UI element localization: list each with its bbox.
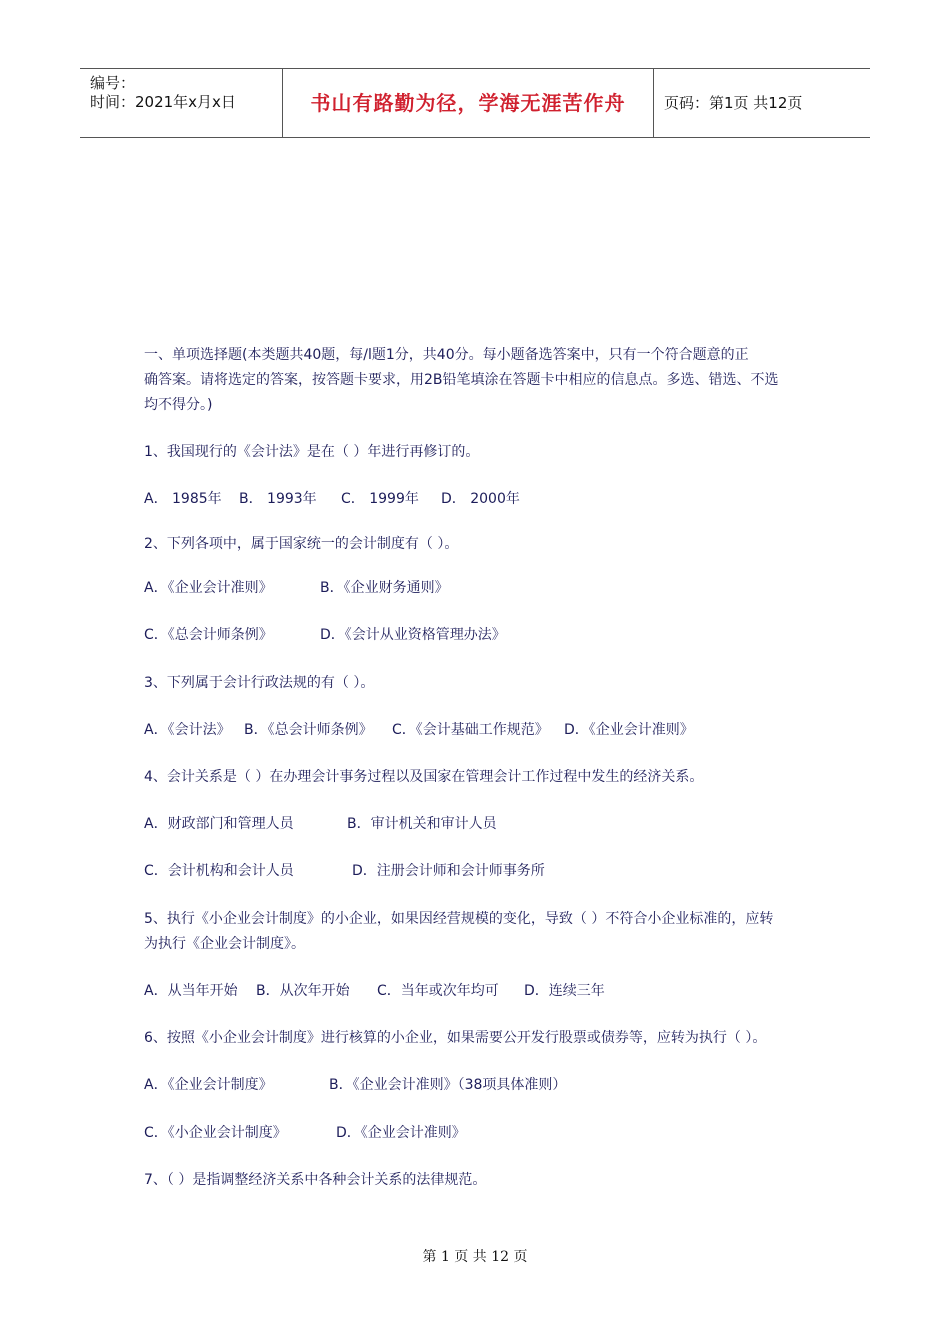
option: A．《企业会计准则》 bbox=[144, 580, 273, 596]
question-stem: 4、会计关系是（ ）在办理会计事务过程以及国家在管理会计工作过程中发生的经济关系。 bbox=[144, 769, 704, 785]
header-info-cell bbox=[80, 69, 283, 137]
option: C．《会计基础工作规范》 bbox=[392, 722, 549, 738]
section-intro-line: 确答案。请将选定的答案，按答题卡要求，用2B铅笔填涂在答题卡中相应的信息点。多选、错选、不选 bbox=[144, 372, 779, 388]
option-row bbox=[144, 812, 809, 837]
header-table bbox=[80, 68, 870, 138]
option: C． 1999年 bbox=[341, 491, 419, 507]
option: D．《企业会计准则》 bbox=[564, 722, 694, 738]
section-intro-line: 一、单项选择题(本类题共40题，每/l题1分，共40分。每小题备选答案中，只有一个符合题意的正 bbox=[144, 347, 749, 363]
option: A．从当年开始 bbox=[144, 983, 238, 999]
option: A． 1985年 bbox=[144, 491, 222, 507]
motto: 书山有路勤为径，学海无涯苦作舟 bbox=[310, 91, 626, 115]
option: B． 1993年 bbox=[239, 491, 317, 507]
question-stem: 6、按照《小企业会计制度》进行核算的小企业，如果需要公开发行股票或债券等，应转为执行（ ）。 bbox=[144, 1030, 767, 1046]
option: B．《企业会计准则》（38项具体准则） bbox=[329, 1077, 567, 1093]
option-row bbox=[144, 718, 809, 743]
option: A．《企业会计制度》 bbox=[144, 1077, 273, 1093]
section-intro-line: 均不得分。) bbox=[144, 397, 213, 413]
option-row bbox=[144, 1121, 809, 1146]
time-label: 时间：2021年x月x日 bbox=[90, 93, 236, 111]
option: D． 2000年 bbox=[441, 491, 520, 507]
option: B．审计机关和审计人员 bbox=[347, 816, 497, 832]
page-footer: 第 1 页 共 12 页 bbox=[422, 1249, 528, 1265]
header-motto-cell bbox=[283, 69, 654, 137]
question-stem: 3、下列属于会计行政法规的有（ ）。 bbox=[144, 675, 375, 691]
number-label: 编号： bbox=[90, 74, 136, 92]
option: B．从次年开始 bbox=[256, 983, 350, 999]
option: C．会计机构和会计人员 bbox=[144, 863, 294, 879]
header-page-cell bbox=[654, 69, 870, 137]
option-row bbox=[144, 859, 809, 884]
option: C．当年或次年均可 bbox=[377, 983, 499, 999]
option-row bbox=[144, 1073, 809, 1098]
question-stem: 5、执行《小企业会计制度》的小企业，如果因经营规模的变化，导致（ ）不符合小企业标准的，应转 bbox=[144, 911, 774, 927]
option-row bbox=[144, 487, 809, 512]
option: D．《会计从业资格管理办法》 bbox=[320, 627, 506, 643]
option: D．连续三年 bbox=[524, 983, 605, 999]
question-stem: 2、下列各项中，属于国家统一的会计制度有（ ）。 bbox=[144, 536, 459, 552]
page-code: 页码：第1页 共12页 bbox=[664, 94, 803, 112]
option: D．注册会计师和会计师事务所 bbox=[352, 863, 545, 879]
option: A．财政部门和管理人员 bbox=[144, 816, 294, 832]
option-row bbox=[144, 623, 809, 648]
question-stem: 7、（ ）是指调整经济关系中各种会计关系的法律规范。 bbox=[144, 1172, 487, 1188]
question-stem: 1、我国现行的《会计法》是在（ ）年进行再修订的。 bbox=[144, 444, 480, 460]
option-row bbox=[144, 979, 809, 1004]
option: C．《总会计师条例》 bbox=[144, 627, 273, 643]
option: D．《企业会计准则》 bbox=[336, 1125, 466, 1141]
option: A．《会计法》 bbox=[144, 722, 231, 738]
option: C．《小企业会计制度》 bbox=[144, 1125, 287, 1141]
option: B．《企业财务通则》 bbox=[320, 580, 449, 596]
option-row bbox=[144, 576, 809, 601]
question-stem: 为执行《企业会计制度》。 bbox=[144, 936, 305, 952]
option: B．《总会计师条例》 bbox=[244, 722, 373, 738]
